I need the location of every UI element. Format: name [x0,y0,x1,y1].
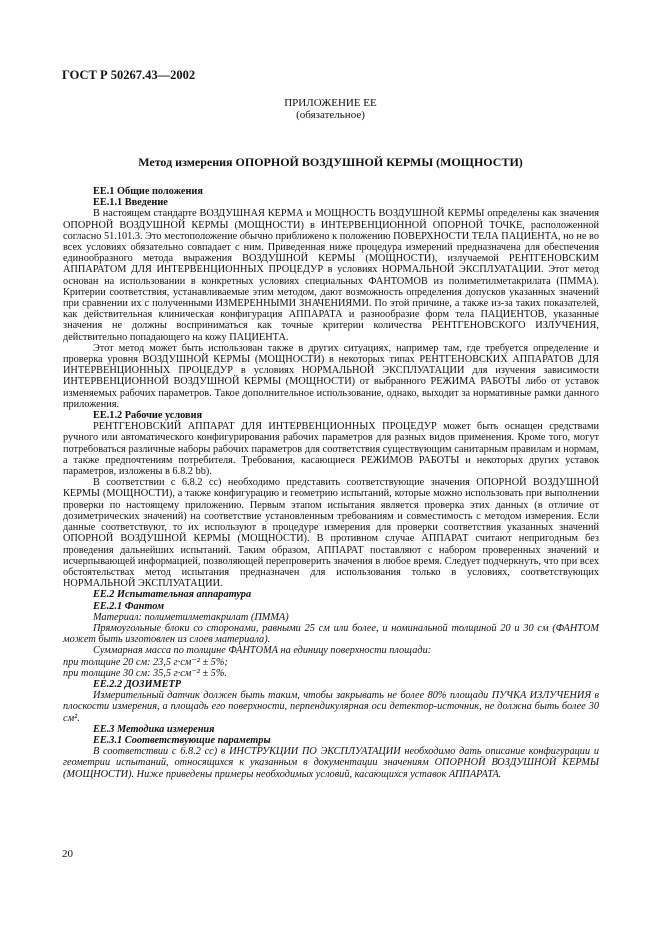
appendix-heading [0,97,661,121]
document-body [63,186,599,780]
appendix-label: ПРИЛОЖЕНИЕ ЕЕ [284,97,377,109]
paragraph: Прямоугольные блоки со сторонами, равными 25 см или более, и номинальной толщиной 20 и 30 см (ФАНТОМ может быть изготовлен из слоев материала). [63,622,599,646]
paragraph: Измерительный датчик должен быть таким, чтобы закрывать не более 80% площади ПУЧКА ИЗЛУЧЕНИЯ в плоскости измерения, а площадь его поверхности, перпендикулярная оси детектор-источник, не должна быть более 30 см². [63,690,599,724]
paragraph: В соответствии с 6.8.2 сс) необходимо представить соответствующие значения ОПОРНОЙ ВОЗДУШНОЙ КЕРМЫ (МОЩНОСТИ), а также конфигурацию и геометрию испытаний, которые можно использовать при выполнении проверки по настоящему приложению. Первым этапом испытания является проверка этих данных (в отличие от дозиметрических значений) на соответствие установленным требованиям и совместимость с методом измерения. Если данные соответствуют, то их используют в процедуре измерения для проверки соответствия указанных значений ОПОРНОЙ ВОЗДУШНОЙ КЕРМЫ (МОЩНОСТИ). В противном случае АППАРАТ считают непригодным без проведения дальнейших испытаний. Таким образом, АППАРАТ поставляют с набором проверенных значений и исчерпывающей информацией, позволяющей перепроверить значения в любое время. Следует подчеркнуть, что при всех обстоятельствах метод испытания предназначен для использования только в условиях, соответствующих НОРМАЛЬНОЙ ЭКСПЛУАТАЦИИ. [63,477,599,590]
appendix-status: (обязательное) [296,109,365,121]
subsection-heading: ЕЕ.2.1 Фантом [93,600,165,612]
subsection-heading: ЕЕ.1.1 Введение [93,197,168,209]
paragraph: В соответствии с 6.8.2 сс) в ИНСТРУКЦИИ ПО ЭКСПЛУАТАЦИИ необходимо дать описание конфигурации и геометрии испытаний, относящихся к указанным в документации значениям ОПОРНОЙ ВОЗДУШНОЙ КЕРМЫ (МОЩНОСТИ). Ниже приведены примеры необходимых условий, касающихся уставок АППАРАТА. [63,746,599,780]
section-heading: ЕЕ.1 Общие положения [93,186,203,197]
page-number: 20 [62,848,73,860]
paragraph: РЕНТГЕНОВСКИЙ АППАРАТ ДЛЯ ИНТЕРВЕНЦИОННЫХ ПРОЦЕДУР может быть оснащен средствами ручного или автоматического конфигурирования рабочих параметров для разных видов применения. Кроме того, могут потребоваться различные наборы рабочих параметров для соответствия существующим санитарным правилам и нормам, а также предпочтениям потребителя. Требования, касающиеся РЕЖИМОВ РАБОТЫ и некоторых других уставок параметров, изложены в 6.8.2 bb). [63,421,599,478]
subsection-heading: ЕЕ.3.1 Соответствующие параметры [93,734,271,746]
subsection-heading: ЕЕ.1.2 Рабочие условия [93,410,203,422]
list-item: при толщине 30 см: 35,5 г·см⁻² ± 5%. [63,667,227,679]
subsection-heading: ЕЕ.2.2 ДОЗИМЕТР [93,678,182,690]
document-code: ГОСТ Р 50267.43—2002 [62,68,196,82]
section-heading: ЕЕ.3 Методика измерения [93,723,215,735]
document-title: Метод измерения ОПОРНОЙ ВОЗДУШНОЙ КЕРМЫ (МОЩНОСТИ) [138,155,523,169]
paragraph: Суммарная масса по толщине ФАНТОМА на единицу поверхности площади: [93,645,432,657]
paragraph: Этот метод может быть использован также в других ситуациях, например там, где требуется определение и проверка уровня ВОЗДУШНОЙ КЕРМЫ (МОЩНОСТИ) в некоторых типах РЕНТГЕНОВСКИХ АППАРАТОВ ДЛЯ ИНТЕРВЕНЦИОННЫХ ПРОЦЕДУР в условиях НОРМАЛЬНОЙ ЭКСПЛУАТАЦИИ для изучения зависимости ИНТЕРВЕНЦИОННОЙ ВОЗДУШНОЙ КЕРМЫ (МОЩНОСТИ) от выбранного РЕЖИМА РАБОТЫ либо от уставок изменяемых рабочих параметров. Такое дополнительное использование, однако, выходит за нормативные рамки данного приложения. [63,342,599,410]
list-item: при толщине 20 см: 23,5 г·см⁻² ± 5%; [63,656,228,668]
paragraph: Материал: полиметилметакрилат (ПММА) [93,611,289,623]
section-heading: ЕЕ.2 Испытательная аппаратура [93,589,252,601]
paragraph: В настоящем стандарте ВОЗДУШНАЯ КЕРМА и МОЩНОСТЬ ВОЗДУШНОЙ КЕРМЫ определены как значения ОПОРНОЙ ВОЗДУШНОЙ КЕРМЫ (МОЩНОСТИ) в ИНТЕРВЕНЦИОННОЙ ОПОРНОЙ ТОЧКЕ, расположенной согласно 51.101.3. Это местоположение обычно приближено к положению ПОВЕРХНОСТИ ТЕЛА ПАЦИЕНТА, но не во всех условиях обязательно совпадает с ним. Приведенная ниже процедура измерений предназначена для обеспечения единообразного метода выражения ВОЗДУШНОЙ КЕРМЫ (МОЩНОСТИ), излучаемой РЕНТГЕНОВСКИМ АППАРАТОМ ДЛЯ ИНТЕРВЕНЦИОННЫХ ПРОЦЕДУР в условиях НОРМАЛЬНОЙ ЭКСПЛУАТАЦИИ. Этот метод основан на использовании в конкретных условиях специальных ФАНТОМОВ из полиметилметакрилата (ПММА). Критерии соответствия, устанавливаемые этим методом, дают возможность определения допусков указанных значений при сравнении их с полученными ИЗМЕРЕННЫМИ ЗНАЧЕНИЯМИ. По этой причине, а также из-за таких показателей, как действительная клиническая конфигурация АППАРАТА и разнообразие форм тела ПАЦИЕНТОВ, указанные значения не должны восприниматься как точные критерии количества РЕНТГЕНОВСКОГО ИЗЛУЧЕНИЯ, действительно попадающего на кожу ПАЦИЕНТА. [63,208,599,343]
